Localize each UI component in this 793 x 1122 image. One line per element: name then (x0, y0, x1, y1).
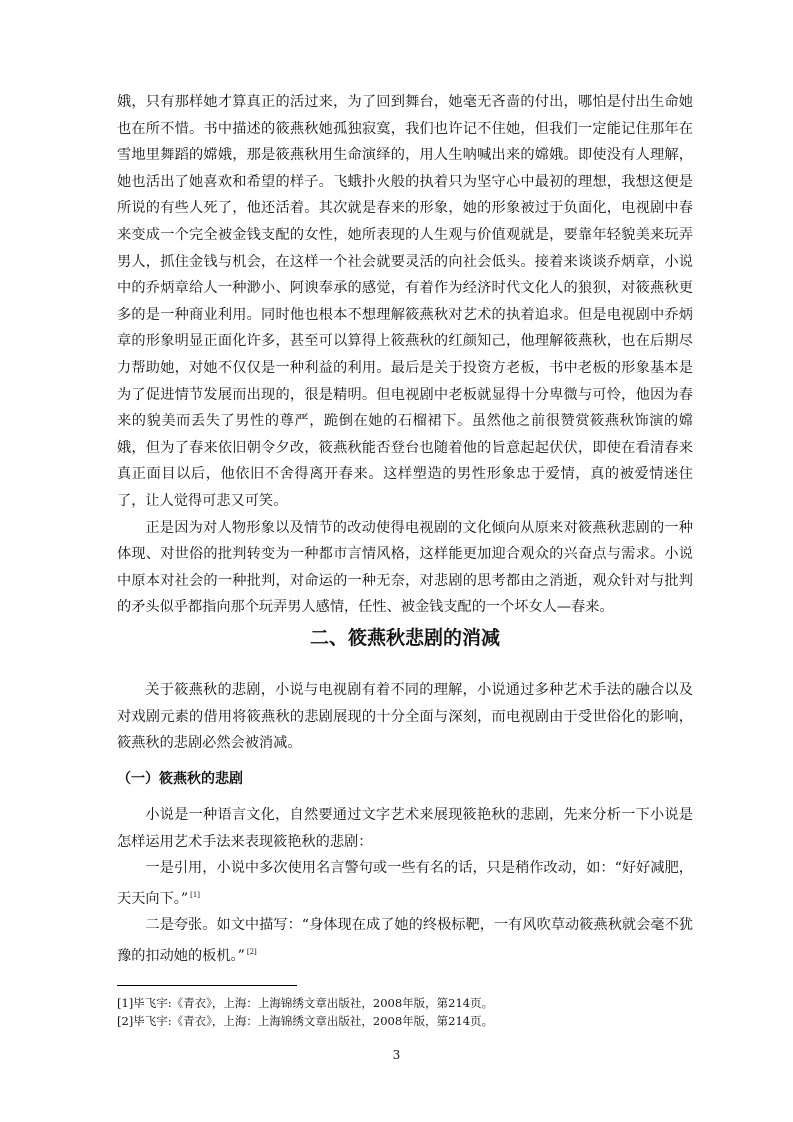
page-number: 3 (392, 1048, 401, 1062)
body-section-1 (117, 89, 693, 621)
footnote-divider (117, 985, 297, 986)
paragraph-quotation (117, 855, 693, 912)
section-intro (117, 677, 693, 757)
footnote-1: [1]毕飞宇:《青衣》，上海：上海锦绣文章出版社，2008年版，第214页。 (117, 996, 494, 1010)
footnote-ref-2[interactable]: [2] (246, 947, 257, 956)
paragraph-language-art: 小说是一种语言文化，自然要通过文字艺术来展现筱艳秋的悲剧，先来分析一下小说是怎样运用艺术手法来表现筱艳秋的悲剧： (117, 807, 693, 850)
paragraph-continued: 娥，只有那样她才算真正的活过来，为了回到舞台，她毫无吝啬的付出，哪怕是付出生命她也在所不惜。书中描述的筱燕秋她孤独寂寞，我们也许记不住她，但我们一定能记住那年在雪地里舞蹈的嫦娥，那是筱燕秋用生命演绎的，用人生呐喊出来的嫦娥。即使没有人理解，她也活出了她喜欢和希望的样子。飞蛾扑火般的执着只为坚守心中最初的理想，我想这便是所说的有些人死了，他还活着。其次就是春来的形象，她的形象被过于负面化，电视剧中春来变成一个完全被金钱支配的女性，她所表现的人生观与价值观就是，要靠年轻貌美来玩弄男人，抓住金钱与机会，在这样一个社会就要灵活的向社会低头。接着来谈谈乔炳章，小说中的乔炳章给人一种渺小、阿谀奉承的感觉，有着作为经济时代文化人的狼狈，对筱燕秋更多的是一种商业利用。同时他也根本不想理解筱燕秋对艺术的执着追求。但是电视剧中乔炳章的形象明显正面化许多，甚至可以算得上筱燕秋的红颜知己，他理解筱燕秋，也在后期尽力帮助她，对她不仅仅是一种利益的利用。最后是关于投资方老板，书中老板的形象基本是为了促进情节发展而出现的，很是精明。但电视剧中老板就显得十分卑微与可怜，他因为春来的貌美而丢失了男性的尊严，跪倒在她的石榴裙下。虽然他之前很赞赏筱燕秋饰演的嫦娥，但为了春来依旧朝令夕改，筱燕秋能否登台也随着他的旨意起起伏伏，即使在看清春来真正面目以后，他依旧不舍得离开春来。这样塑造的男性形象忠于爱情，真的被爱情迷住了，让人觉得可悲又可笑。 (117, 94, 693, 509)
footnote-2: [2]毕飞宇:《青衣》，上海：上海锦绣文章出版社，2008年版，第214页。 (117, 1014, 494, 1028)
paragraph-cultural-tendency: 正是因为对人物形象以及情节的改动使得电视剧的文化倾向从原来对筱燕秋悲剧的一种体现、对世俗的批判转变为一种都市言情风格，这样能更加迎合观众的兴奋点与需求。小说中原本对社会的一种批判，对命运的一种无奈，对悲剧的思考都由之消逝，观众针对与批判的矛头似乎都指向那个玩弄男人感情，任性、被金钱支配的一个坏女人—春来。 (117, 519, 693, 616)
paragraph-intro: 关于筱燕秋的悲剧，小说与电视剧有着不同的理解，小说通过多种艺术手法的融合以及对戏剧元素的借用将筱燕秋的悲剧展现的十分全面与深刻，而电视剧由于受世俗化的影响，筱燕秋的悲剧必然会被消减。 (117, 682, 693, 752)
section-heading: 二、筱燕秋悲剧的消减 (309, 627, 500, 649)
subsection-body (117, 802, 693, 970)
footnote-ref-1[interactable]: [1] (190, 890, 201, 899)
quotation-text: 一是引用，小说中多次使用名言警句或一些有名的话，只是稍作改动，如：“好好减肥，天天向下。” (117, 860, 693, 907)
footnotes (117, 994, 693, 1030)
subsection-heading: （一）筱燕秋的悲剧 (117, 771, 243, 787)
exaggeration-text: 二是夸张。如文中描写：“身体现在成了她的终极标靶，一有风吹草动筱燕秋就会毫不犹豫的扣动她的板机。” (117, 917, 693, 964)
paragraph-exaggeration (117, 912, 693, 969)
